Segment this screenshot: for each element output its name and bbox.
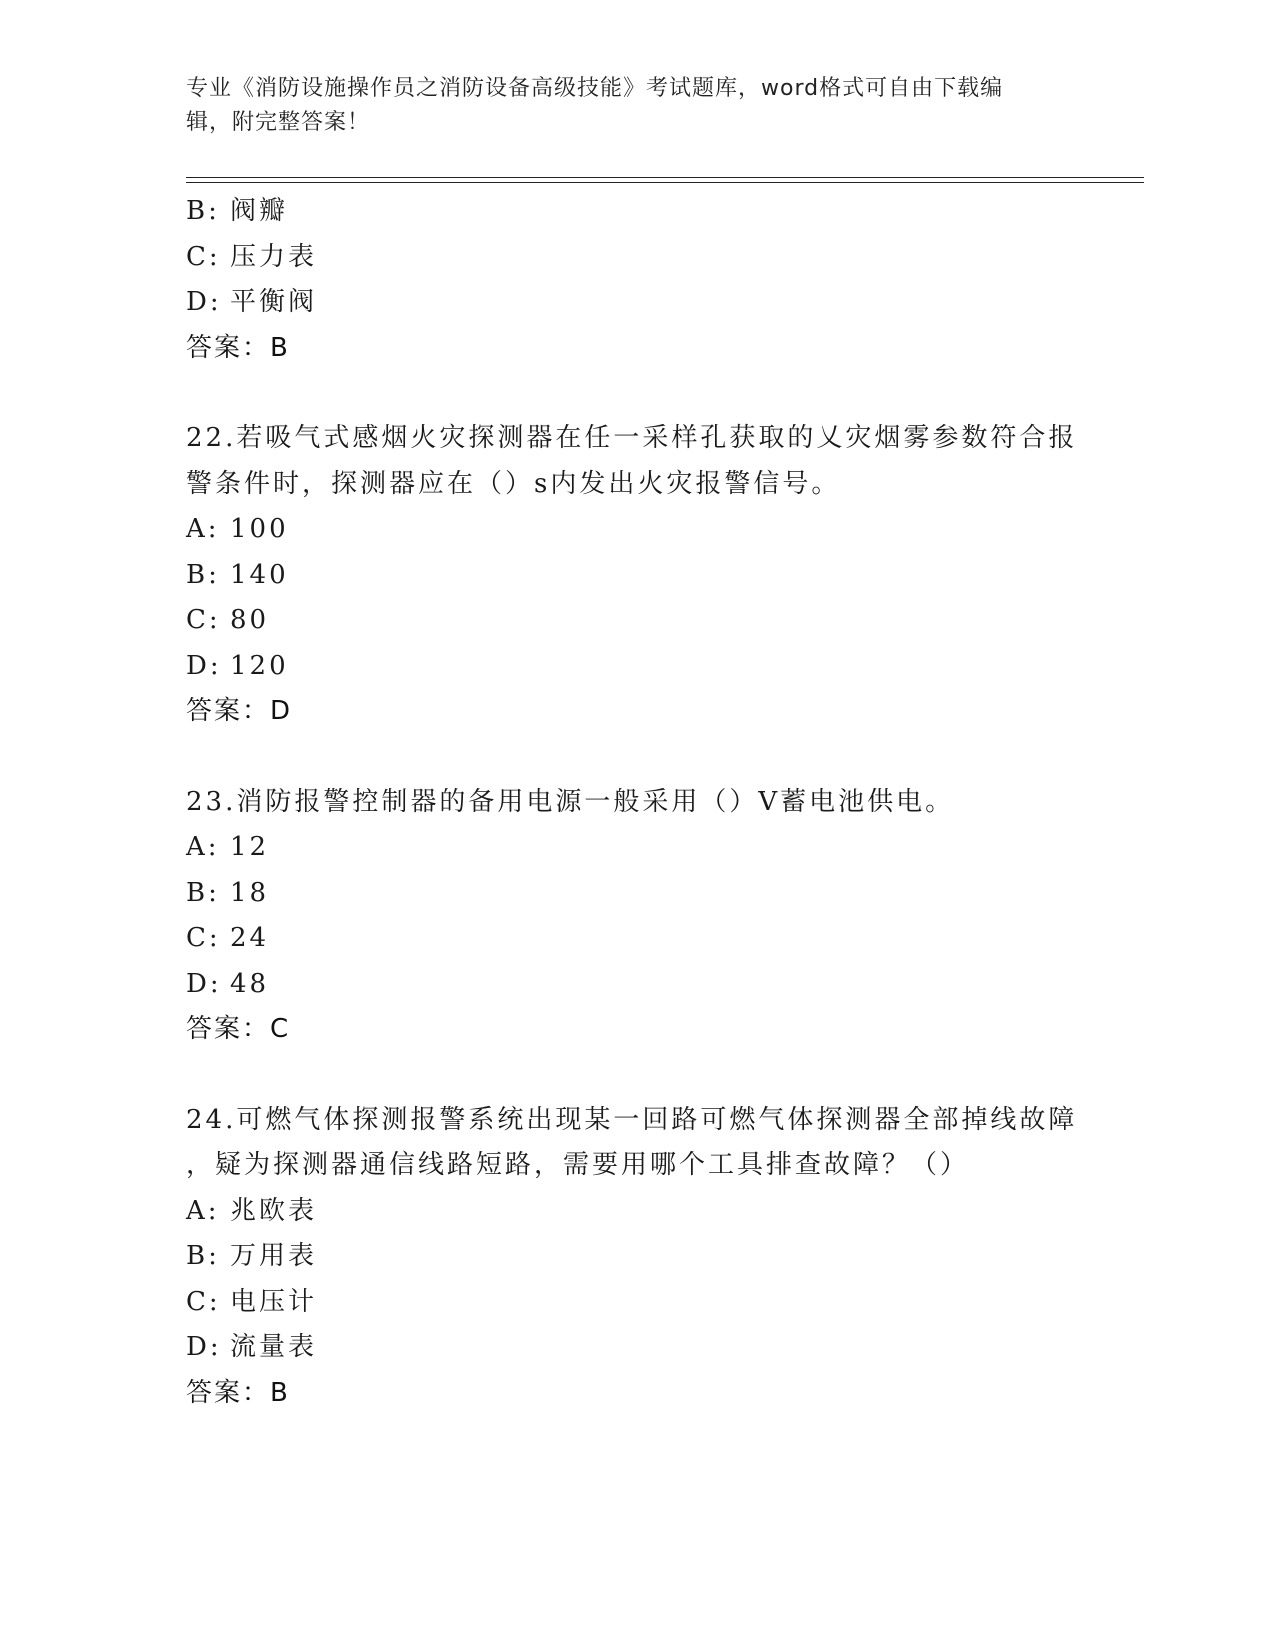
option-text: 140: [230, 559, 289, 590]
option-text: 24: [230, 923, 270, 953]
option-c: [186, 916, 1086, 962]
question-21-continued: [186, 189, 1086, 371]
answer-line: 答案：B: [186, 332, 290, 363]
option-text: 阀瓣: [230, 196, 289, 226]
option-letter: C:: [186, 241, 221, 272]
answer-line: 答案：C: [186, 1014, 291, 1044]
option-text: 120: [230, 650, 289, 681]
option-b: [186, 1234, 1086, 1280]
option-a: [186, 825, 1086, 871]
option-letter: D:: [186, 287, 222, 317]
option-letter: A:: [186, 1195, 220, 1226]
question-24: [186, 1098, 1086, 1417]
answer-line: 答案：D: [186, 696, 293, 726]
option-c: [186, 1280, 1086, 1326]
option-letter: D:: [186, 1332, 222, 1362]
option-letter: D:: [186, 968, 222, 999]
option-letter: C:: [186, 605, 221, 635]
option-text: 压力表: [230, 241, 318, 272]
option-letter: B:: [186, 196, 220, 226]
option-d: [186, 644, 1086, 690]
option-text: 平衡阀: [230, 287, 318, 317]
question-22: [186, 416, 1086, 735]
option-text: 100: [230, 514, 289, 544]
option-letter: A:: [186, 514, 220, 544]
option-a: [186, 507, 1086, 553]
header-divider-top: [186, 177, 1144, 178]
option-b: [186, 871, 1086, 917]
header-line-1: 专业《消防设施操作员之消防设备高级技能》考试题库，word格式可自由下载编: [186, 76, 1004, 101]
option-text: 48: [230, 968, 270, 999]
question-23: [186, 780, 1086, 1053]
option-letter: B:: [186, 877, 220, 908]
question-text-line-2: ，疑为探测器通信线路短路，需要用哪个工具排查故障？（）: [186, 1150, 970, 1180]
question-text-line-1: 23.消防报警控制器的备用电源一般采用（）V蓄电池供电。: [186, 786, 955, 817]
option-c: [186, 598, 1086, 644]
option-text: 12: [230, 832, 270, 862]
question-list: [186, 189, 1086, 1416]
option-letter: C:: [186, 1286, 221, 1317]
question-text-line-1: 22.若吸气式感烟火灾探测器在任一采样孔获取的乂灾烟雾参数符合报: [186, 423, 1078, 453]
option-letter: C:: [186, 923, 221, 953]
option-letter: B:: [186, 1241, 220, 1271]
question-text-line-1: 24.可燃气体探测报警系统出现某一回路可燃气体探测器全部掉线故障: [186, 1104, 1078, 1135]
option-b: [186, 189, 1086, 235]
header-divider-bottom: [186, 182, 1144, 183]
question-text-line-2: 警条件时，探测器应在（）s内发出火灾报警信号。: [186, 468, 841, 499]
page-header: [186, 72, 1086, 140]
option-letter: B:: [186, 559, 220, 590]
answer-line: 答案：B: [186, 1377, 290, 1408]
option-text: 80: [230, 605, 270, 635]
option-letter: A:: [186, 832, 220, 862]
option-a: [186, 1189, 1086, 1235]
header-line-2: 辑，附完整答案！: [186, 110, 371, 135]
option-text: 兆欧表: [230, 1195, 318, 1226]
option-c: [186, 235, 1086, 281]
option-b: [186, 553, 1086, 599]
option-d: [186, 280, 1086, 326]
option-d: [186, 1325, 1086, 1371]
option-text: 万用表: [230, 1241, 318, 1271]
option-letter: D:: [186, 650, 222, 681]
option-d: [186, 962, 1086, 1008]
option-text: 流量表: [230, 1332, 318, 1362]
option-text: 18: [230, 877, 270, 908]
option-text: 电压计: [230, 1286, 318, 1317]
